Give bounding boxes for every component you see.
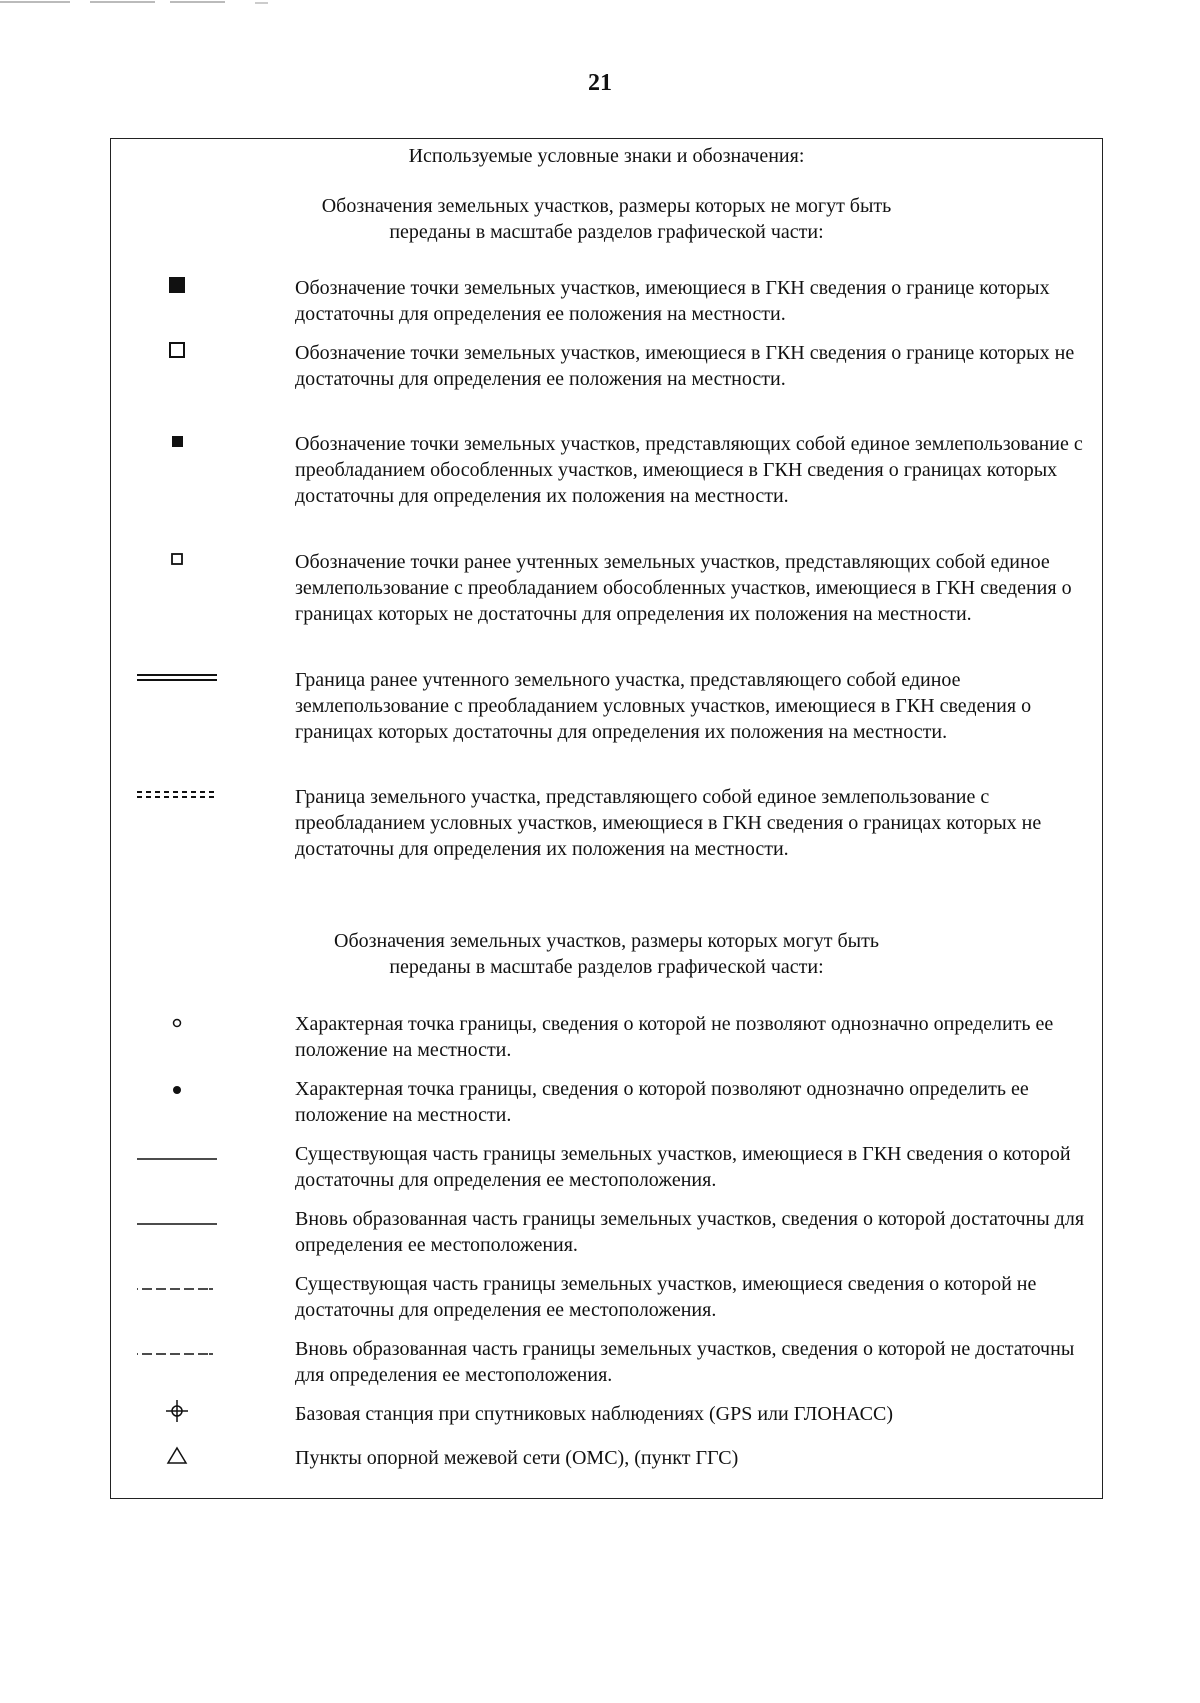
legend-entry-text: Обозначение точки земельных участков, имеющиеся в ГКН сведения о границе которых не достаточны для определения ее положения на местности. — [295, 342, 1075, 390]
outline-square-large-icon — [131, 340, 223, 360]
base-station-crosshair-icon — [131, 1401, 223, 1421]
dashed-line-icon — [131, 1336, 223, 1356]
legend-entry-text: Существующая часть границы земельных участков, имеющиеся сведения о которой не достаточны для определения ее местоположения. — [295, 1273, 1037, 1321]
legend-entry-text: Обозначение точки земельных участков, имеющиеся в ГКН сведения о границе которых достаточны для определения ее положения на местности. — [295, 277, 1050, 325]
section1-heading — [111, 193, 1102, 245]
legend-entry-text: Обозначение точки ранее учтенных земельных участков, представляющих собой единое землепользование с преобладанием обособленных участков, имеющиеся в ГКН сведения о границах которых не достаточны для определения их положения на местности. — [295, 551, 1072, 625]
section1-heading-line2: переданы в масштабе разделов графической части: — [389, 221, 824, 243]
legend-entry-text: Характерная точка границы, сведения о которой позволяют однозначно определить ее положение на местности. — [295, 1078, 1029, 1126]
solid-line-icon — [131, 1206, 223, 1226]
section2-heading-line1: Обозначения земельных участков, размеры которых могут быть — [334, 930, 879, 952]
legend-box — [110, 138, 1103, 1499]
dashed-line-icon — [131, 1271, 223, 1291]
legend-entry-text: Существующая часть границы земельных участков, имеющиеся в ГКН сведения о которой достаточны для определения ее местоположения. — [295, 1143, 1071, 1191]
legend-title: Используемые условные знаки и обозначения: — [408, 145, 805, 167]
double-dashed-line-icon — [131, 784, 223, 804]
legend-entry-text: Пункты опорной межевой сети (ОМС), (пункт ГГС) — [295, 1447, 739, 1469]
legend-entry-text: Характерная точка границы, сведения о которой не позволяют однозначно определить ее положение на местности. — [295, 1013, 1054, 1061]
legend-entry-text: Базовая станция при спутниковых наблюдениях (GPS или ГЛОНАСС) — [295, 1403, 894, 1425]
section1-heading-line1: Обозначения земельных участков, размеры которых не могут быть — [321, 195, 892, 217]
legend-entry-text: Вновь образованная часть границы земельных участков, сведения о которой достаточны для определения ее местоположения. — [295, 1208, 1085, 1256]
scan-edge-marks — [0, 0, 300, 10]
section2-heading — [111, 928, 1102, 980]
filled-square-large-icon — [131, 275, 223, 295]
hollow-circle-icon — [131, 1011, 223, 1031]
legend-entry-text: Граница земельного участка, представляющего собой единое землепользование с преобладанием условных участков, имеющиеся в ГКН сведения о границах которых не достаточны для определения их положения на местности. — [295, 786, 1042, 860]
legend-entry-text: Граница ранее учтенного земельного участка, представляющего собой единое землепользование с преобладанием условных участков, имеющиеся в ГКН сведения о границах которых достаточны для определения их положения на местности. — [295, 669, 1032, 743]
legend-entry-text: Обозначение точки земельных участков, представляющих собой единое землепользование с преобладанием обособленных участков, имеющиеся в ГКН сведения о границах которых достаточны для определения их положения на местности. — [295, 433, 1083, 507]
page-number: 21 — [588, 70, 612, 96]
solid-line-icon — [131, 1141, 223, 1161]
outline-square-small-icon — [131, 549, 223, 569]
double-line-icon — [131, 667, 223, 687]
filled-circle-icon — [131, 1076, 223, 1096]
filled-square-small-icon — [131, 431, 223, 451]
legend-entry-text: Вновь образованная часть границы земельных участков, сведения о которой не достаточны для определения ее местоположения. — [295, 1338, 1075, 1386]
triangle-icon — [131, 1445, 223, 1465]
section2-heading-line2: переданы в масштабе разделов графической части: — [389, 956, 824, 978]
